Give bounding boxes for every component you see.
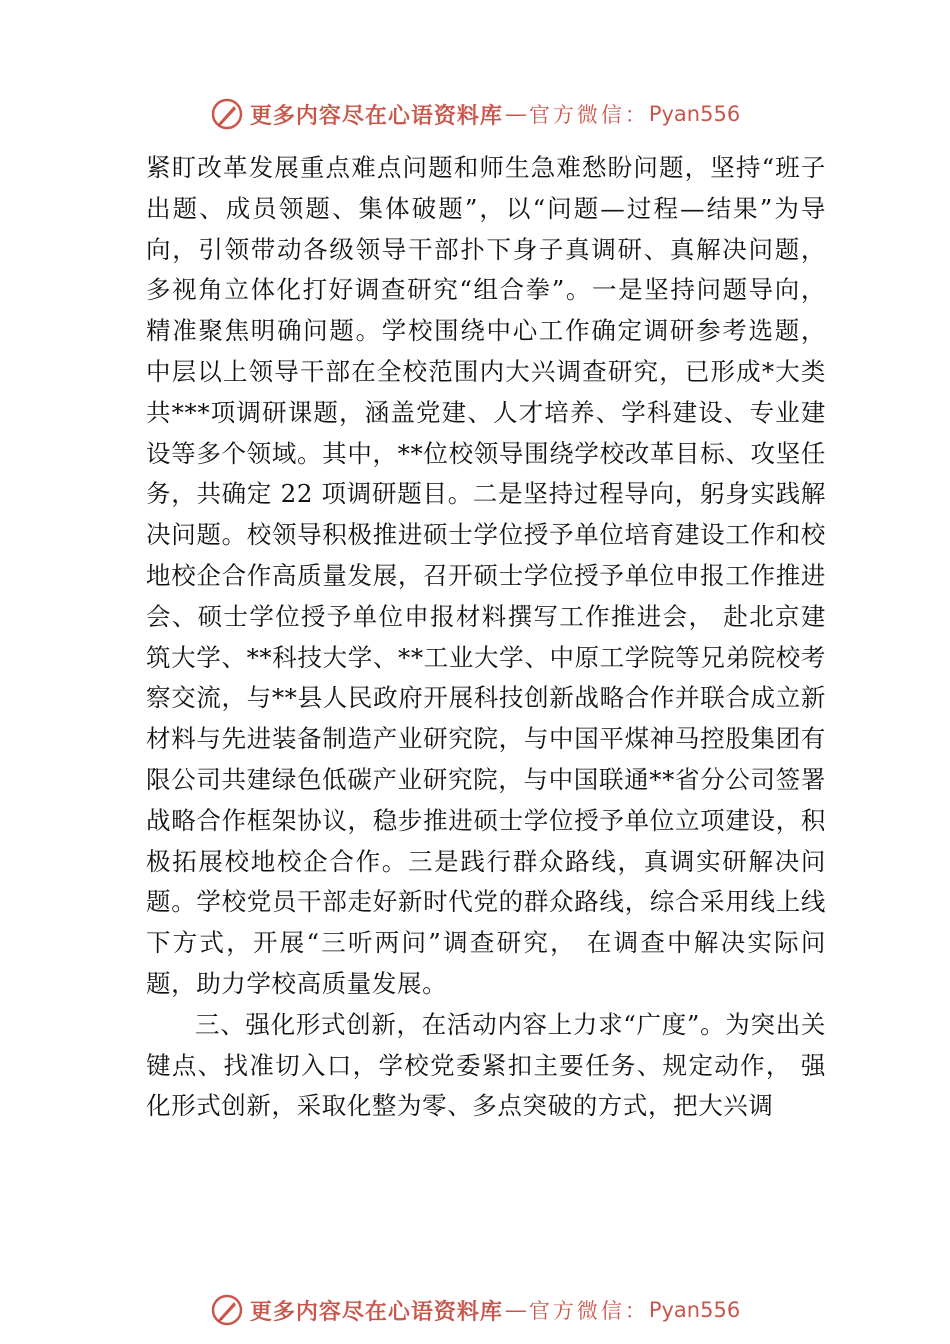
watermark-separator: — — [504, 101, 527, 127]
document-body — [146, 148, 826, 1127]
watermark-separator: — — [504, 1297, 527, 1323]
watermark-id: Pyan556 — [648, 1298, 741, 1322]
paragraph-2: 三、强化形式创新，在活动内容上力求“广度”。为突出关键点、找准切入口，学校党委紧扣主要任务、规定动作， 强化形式创新，采取化整为零、多点突破的方式，把大兴调 — [146, 1009, 826, 1121]
quill-logo-icon — [210, 1293, 244, 1327]
watermark-id: Pyan556 — [648, 102, 741, 126]
watermark-main-text: 更多内容尽在心语资料库 — [249, 102, 503, 129]
quill-logo-icon — [210, 97, 244, 131]
watermark-label: 官方微信： — [528, 103, 649, 127]
footer-watermark — [0, 1290, 950, 1330]
paragraph-1: 紧盯改革发展重点难点问题和师生急难愁盼问题，坚持“班子出题、成员领题、集体破题”，以“问题—过程—结果”为导向，引领带动各级领导干部扑下身子真调研、真解决问题， 多视角立体化打好调查研究“组合拳”。一是坚持问题导向， 精准聚焦明确问题。学校围绕中心工作确定调研参考选题， 中层以上领导干部在全校范围内大兴调查研究，已形成*大类共***项调研课题，涵盖党建、人才培养、学科建设、专业建设等多个领域。其中，**位校领导围绕学校改革目标、攻坚任务，共确定 22 项调研题目。二是坚持过程导向，躬身实践解决问题。校领导积极推进硕士学位授予单位培育建设工作和校地校企合作高质量发展，召开硕士学位授予单位申报工作推进会、硕士学位授予单位申报材料撰写工作推进会， 赴北京建筑大学、**科技大学、**工业大学、中原工学院等兄弟院校考察交流，与**县人民政府开展科技创新战略合作并联合成立新材料与先进装备制造产业研究院，与中国平煤神马控股集团有限公司共建绿色低碳产业研究院，与中国联通**省分公司签署战略合作框架协议，稳步推进硕士学位授予单位立项建设，积极拓展校地校企合作。三是践行群众路线，真调实研解决问题。学校党员干部走好新时代党的群众路线，综合采用线上线下方式，开展“三听两问”调查研究， 在调查中解决实际问题，助力学校高质量发展。 — [146, 153, 826, 998]
watermark-main-text: 更多内容尽在心语资料库 — [249, 1298, 503, 1325]
header-watermark — [0, 94, 950, 134]
watermark-label: 官方微信： — [528, 1299, 649, 1323]
